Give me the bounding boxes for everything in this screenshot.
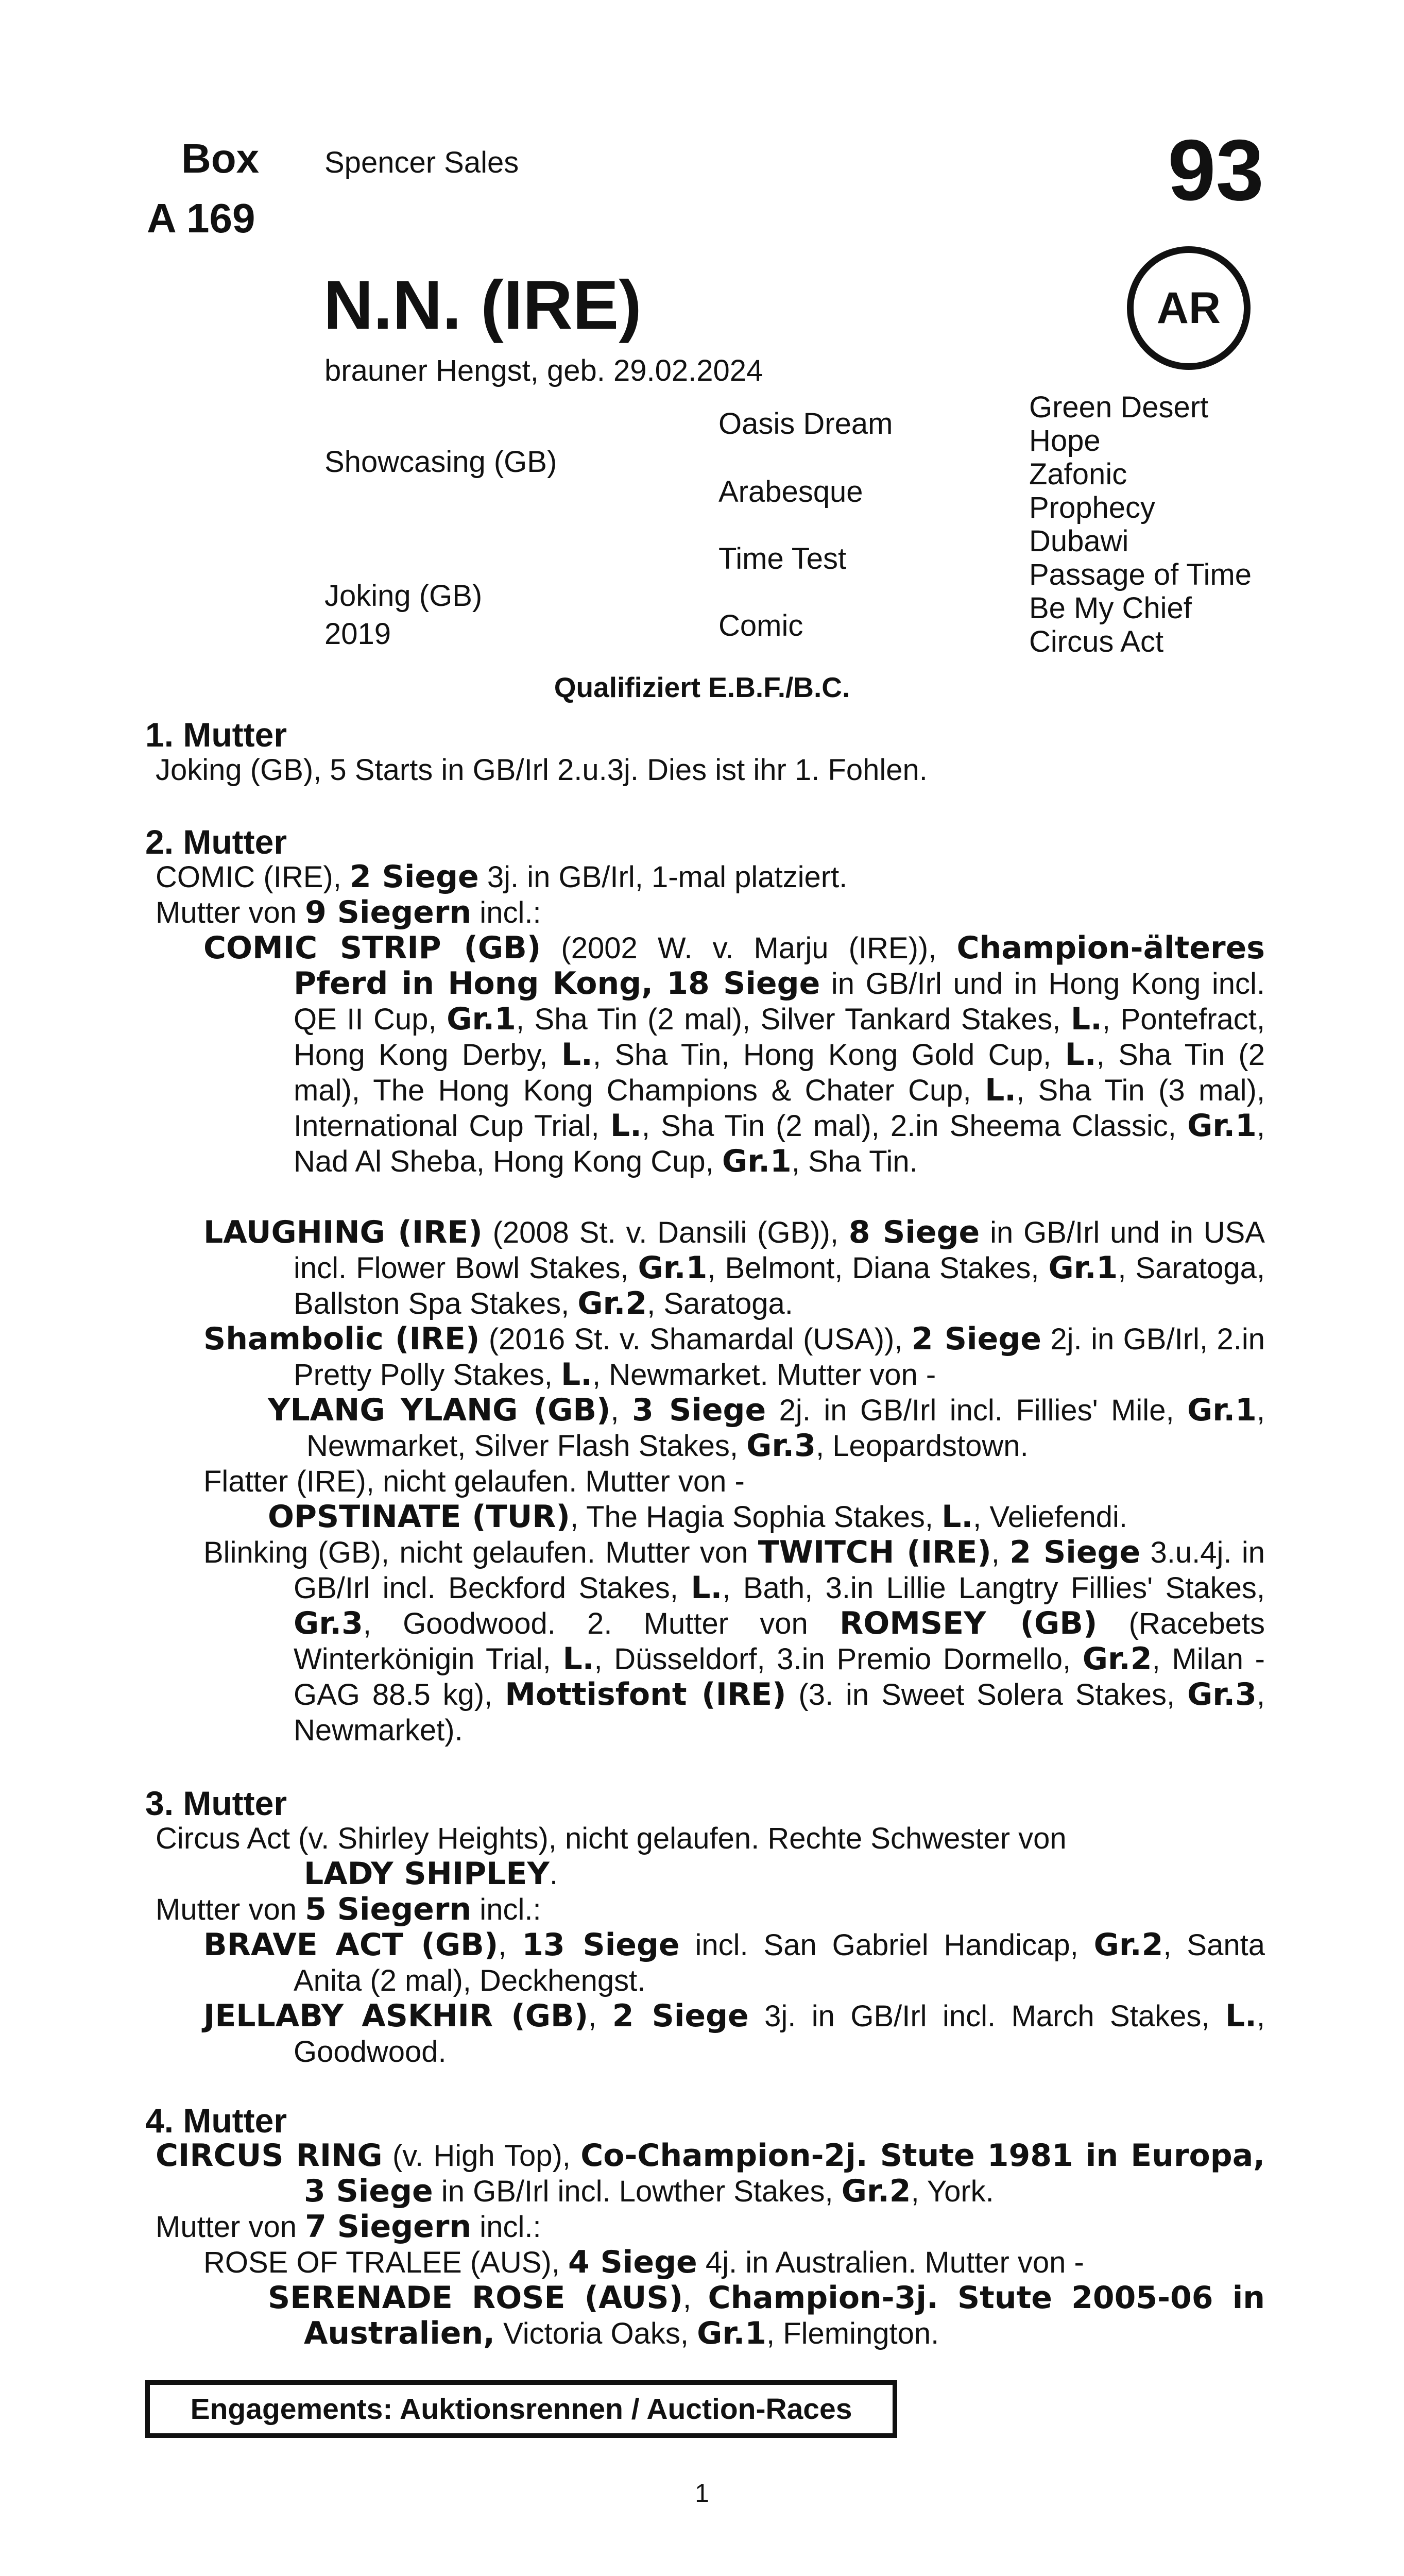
bold-span: Gr.1	[447, 1001, 516, 1037]
pedigree-gen3-3: Zafonic	[1029, 457, 1127, 491]
text-span: , Saratoga, Ballston Spa Stakes,	[294, 1251, 1265, 1320]
text-span: , Saratoga.	[647, 1287, 793, 1320]
text-span: , Sha Tin (2 mal), Silver Tankard Stakes,	[516, 1003, 1071, 1036]
text-span: , Goodwood.	[294, 1999, 1265, 2069]
text-span: , Düsseldorf, 3.in Premio Dormello,	[594, 1642, 1083, 1676]
entry-circus-ring	[156, 2138, 1265, 2209]
bold-span: Gr.3	[746, 1428, 816, 1464]
box-number: A 169	[147, 195, 255, 241]
mutter3-line3	[156, 1892, 541, 1927]
bold-span: 2 Siege	[349, 859, 479, 895]
horse-name-bold: JELLABY ASKHIR (GB)	[203, 1998, 589, 2034]
section-title-3: 3. Mutter	[145, 1784, 287, 1822]
entry-ylang-ylang	[268, 1393, 1265, 1464]
bold-span: Gr.2	[1082, 1641, 1152, 1677]
text-span: in GB/Irl und in Hong Kong incl. QE II Cup,	[294, 967, 1265, 1036]
text-span: COMIC (IRE),	[156, 860, 350, 894]
horse-name-bold: ROMSEY (GB)	[840, 1605, 1098, 1641]
pedigree-gen3-8: Circus Act	[1029, 625, 1164, 658]
text-span: , Sha Tin (3 mal), International Cup Trial,	[294, 1074, 1265, 1143]
bold-span: Gr.2	[841, 2173, 911, 2209]
text-span: , Sha Tin, Hong Kong Gold Cup,	[592, 1038, 1065, 1072]
bold-span: Gr.1	[1187, 1392, 1257, 1428]
text-span: , Newmarket, Silver Flash Stakes,	[306, 1394, 1265, 1463]
bold-span: Gr.2	[1093, 1927, 1163, 1963]
mutter3-line1: Circus Act (v. Shirley Heights), nicht gelaufen. Rechte Schwester von	[156, 1822, 1067, 1855]
text-span: (v. High Top),	[382, 2139, 581, 2173]
text-span: (2008 St. v. Dansili (GB)),	[482, 1216, 849, 1249]
bold-span: 9 Siegern	[305, 894, 472, 930]
bold-span: 2 Siege	[911, 1321, 1041, 1357]
bold-span: L.	[1070, 1001, 1102, 1037]
entry-laughing	[203, 1215, 1265, 1321]
text-span: (2016 St. v. Shamardal (USA)),	[480, 1323, 912, 1356]
section-title-4: 4. Mutter	[145, 2102, 287, 2140]
text-span: Blinking (GB), nicht gelaufen. Mutter von	[203, 1536, 758, 1569]
horse-name-bold: LAUGHING (IRE)	[203, 1214, 483, 1250]
text-span: incl.:	[471, 2210, 541, 2244]
pedigree-dam-sire: Time Test	[718, 542, 847, 575]
horse-name-bold: Shambolic (IRE)	[203, 1321, 480, 1357]
pedigree-sire: Showcasing (GB)	[324, 445, 557, 479]
text-span: , Sha Tin (2 mal), The Hong Kong Champions & Chater Cup,	[294, 1038, 1265, 1107]
box-label: Box	[181, 135, 260, 181]
horse-name-bold: OPSTINATE (TUR)	[268, 1499, 570, 1535]
pedigree-gen3-2: Hope	[1029, 424, 1101, 457]
entry-shambolic	[203, 1321, 1265, 1393]
text-span: ,	[588, 1999, 612, 2033]
entry-jellaby-askhir	[203, 1998, 1265, 2070]
pedigree-gen3-1: Green Desert	[1029, 391, 1209, 424]
text-span: incl. San Gabriel Handicap,	[679, 1928, 1094, 1962]
mutter1-text: Joking (GB), 5 Starts in GB/Irl 2.u.3j. Dies ist ihr 1. Fohlen.	[156, 753, 928, 787]
text-span: .	[549, 1857, 558, 1891]
bold-span: Gr.3	[294, 1605, 363, 1641]
horse-name-bold: TWITCH (IRE)	[758, 1534, 991, 1570]
text-span: Victoria Oaks,	[494, 2317, 697, 2350]
text-span: ROSE OF TRALEE (AUS),	[203, 2246, 568, 2279]
text-span: , Bath, 3.in Lillie Langtry Fillies' Stakes,	[722, 1571, 1265, 1605]
text-span: incl.:	[471, 1893, 541, 1926]
text-span: 3j. in GB/Irl incl. March Stakes,	[748, 1999, 1225, 2033]
text-span: 4j. in Australien. Mutter von -	[697, 2246, 1084, 2279]
text-span: (2002 W. v. Marju (IRE)),	[541, 931, 957, 965]
bold-span: L.	[941, 1499, 973, 1535]
text-span: ,	[683, 2281, 708, 2315]
text-span: ,	[610, 1394, 632, 1427]
bold-span: L.	[1065, 1037, 1097, 1073]
page-number: 1	[695, 2479, 709, 2507]
text-span: (Racebets Winterkönigin Trial,	[294, 1607, 1265, 1676]
bold-span: L.	[560, 1357, 593, 1393]
entry-rose-of-tralee	[203, 2245, 1084, 2280]
text-span: , Goodwood. 2. Mutter von	[363, 1607, 840, 1640]
entry-comic-strip	[203, 930, 1265, 1179]
bold-span: Champion-3j. Stute 2005-06 in Australien,	[304, 2280, 1265, 2351]
entry-brave-act	[203, 1927, 1265, 1998]
text-span: , Leopardstown.	[815, 1429, 1029, 1463]
seller-name: Spencer Sales	[324, 146, 519, 179]
bold-span: Gr.1	[638, 1250, 708, 1286]
text-span: , Veliefendi.	[973, 1500, 1128, 1534]
section-title-1: 1. Mutter	[145, 716, 287, 754]
entry-flatter: Flatter (IRE), nicht gelaufen. Mutter von -	[203, 1465, 745, 1498]
bold-span: 2 Siege	[612, 1998, 749, 2034]
bold-span: L.	[1225, 1998, 1257, 2034]
bold-span: 2 Siege	[1009, 1534, 1141, 1570]
text-span: 3j. in GB/Irl, 1-mal platziert.	[478, 860, 848, 894]
text-span: , Pontefract, Hong Kong Derby,	[294, 1003, 1265, 1072]
pedigree-gen3-7: Be My Chief	[1029, 591, 1192, 625]
horse-name: N.N. (IRE)	[323, 267, 642, 344]
bold-span: L.	[691, 1570, 723, 1606]
bold-span: 3 Siege	[632, 1392, 766, 1428]
text-span: , Sha Tin (2 mal), 2.in Sheema Classic,	[641, 1109, 1188, 1143]
bold-span: L.	[985, 1072, 1017, 1108]
entry-blinking	[203, 1535, 1265, 1748]
horse-description: brauner Hengst, geb. 29.02.2024	[324, 354, 763, 387]
text-span: , Santa Anita (2 mal), Deckhengst.	[294, 1928, 1265, 1997]
bold-span: L.	[561, 1037, 593, 1073]
bold-span: Gr.3	[1187, 1676, 1257, 1713]
text-span: (3. in Sweet Solera Stakes,	[786, 1678, 1188, 1711]
bold-span: 13 Siege	[522, 1927, 680, 1963]
horse-name-bold: LADY SHIPLEY	[304, 1856, 550, 1892]
text-span: , Newmarket. Mutter von -	[592, 1358, 936, 1392]
pedigree-dam-year: 2019	[324, 617, 391, 651]
pedigree-sire-sire: Oasis Dream	[718, 407, 893, 440]
text-span: Mutter von	[156, 896, 305, 929]
text-span: ,	[991, 1536, 1010, 1569]
bold-span: Gr.1	[722, 1143, 792, 1179]
text-span: , York.	[911, 2175, 994, 2208]
text-span: , Nad Al Sheba, Hong Kong Cup,	[294, 1109, 1265, 1178]
bold-span: Gr.1	[697, 2315, 766, 2351]
bold-span: Champion-älteres Pferd in Hong Kong, 18 Siege	[294, 930, 1265, 1002]
pedigree-sire-dam: Arabesque	[718, 475, 863, 509]
entry-opstinate	[268, 1499, 1127, 1535]
pedigree-gen3-5: Dubawi	[1029, 524, 1129, 558]
text-span: , Sha Tin.	[791, 1145, 918, 1178]
ar-badge	[1127, 246, 1251, 370]
text-span: incl.:	[471, 896, 541, 929]
text-span: , Belmont, Diana Stakes,	[707, 1251, 1049, 1285]
mutter2-line2	[156, 895, 541, 930]
text-span: Mutter von	[156, 1893, 305, 1926]
bold-span: 7 Siegern	[305, 2209, 472, 2245]
text-span: 2j. in GB/Irl, 2.in Pretty Polly Stakes,	[294, 1323, 1265, 1392]
qualification: Qualifiziert E.B.F./B.C.	[554, 671, 850, 703]
horse-name-bold: SERENADE ROSE (AUS)	[268, 2280, 683, 2316]
pedigree-gen3-6: Passage of Time	[1029, 558, 1252, 591]
text-span: 2j. in GB/Irl incl. Fillies' Mile,	[766, 1394, 1188, 1427]
text-span: 3.u.4j. in GB/Irl incl. Beckford Stakes,	[294, 1536, 1265, 1605]
text-span: , Newmarket).	[294, 1678, 1265, 1747]
text-span: in GB/Irl incl. Lowther Stakes,	[433, 2175, 842, 2208]
bold-span: Co-Champion-2j. Stute 1981 in Europa, 3 Siege	[304, 2138, 1265, 2209]
text-span: Mutter von	[156, 2210, 305, 2244]
engagements-text: Engagements: Auktionsrennen / Auction-Races	[190, 2393, 852, 2426]
pedigree-dam-dam: Comic	[718, 609, 803, 642]
horse-name-bold: CIRCUS RING	[156, 2138, 383, 2174]
bold-span: Gr.1	[1048, 1250, 1118, 1286]
pedigree-gen3-4: Prophecy	[1029, 491, 1156, 524]
entry-serenade-rose	[268, 2280, 1265, 2351]
bold-span: Gr.1	[1187, 1108, 1257, 1144]
ar-badge-text: AR	[1156, 283, 1221, 333]
mutter2-line1	[156, 859, 847, 895]
bold-span: L.	[610, 1108, 642, 1144]
horse-name-bold: Mottisfont (IRE)	[505, 1676, 786, 1713]
horse-name-bold: YLANG YLANG (GB)	[268, 1392, 611, 1428]
text-span: , Milan - GAG 88.5 kg),	[294, 1642, 1265, 1711]
horse-name-bold: BRAVE ACT (GB)	[203, 1927, 499, 1963]
mutter4-line2	[156, 2209, 541, 2245]
bold-span: 8 Siege	[848, 1214, 980, 1250]
engagements-box	[145, 2380, 897, 2438]
text-span: ,	[498, 1928, 522, 1962]
bold-span: 5 Siegern	[305, 1891, 472, 1927]
lot-number: 93	[1168, 122, 1264, 218]
horse-name-bold: COMIC STRIP (GB)	[203, 930, 541, 966]
pedigree-dam: Joking (GB)	[324, 579, 483, 613]
bold-span: Gr.2	[577, 1285, 647, 1321]
mutter3-line2	[304, 1856, 558, 1892]
text-span: , Flemington.	[766, 2317, 939, 2350]
section-title-2: 2. Mutter	[145, 823, 287, 861]
bold-span: L.	[562, 1641, 594, 1677]
text-span: , The Hagia Sophia Stakes,	[570, 1500, 942, 1534]
bold-span: 4 Siege	[568, 2244, 697, 2280]
text-span: in GB/Irl und in USA incl. Flower Bowl Stakes,	[294, 1216, 1265, 1285]
